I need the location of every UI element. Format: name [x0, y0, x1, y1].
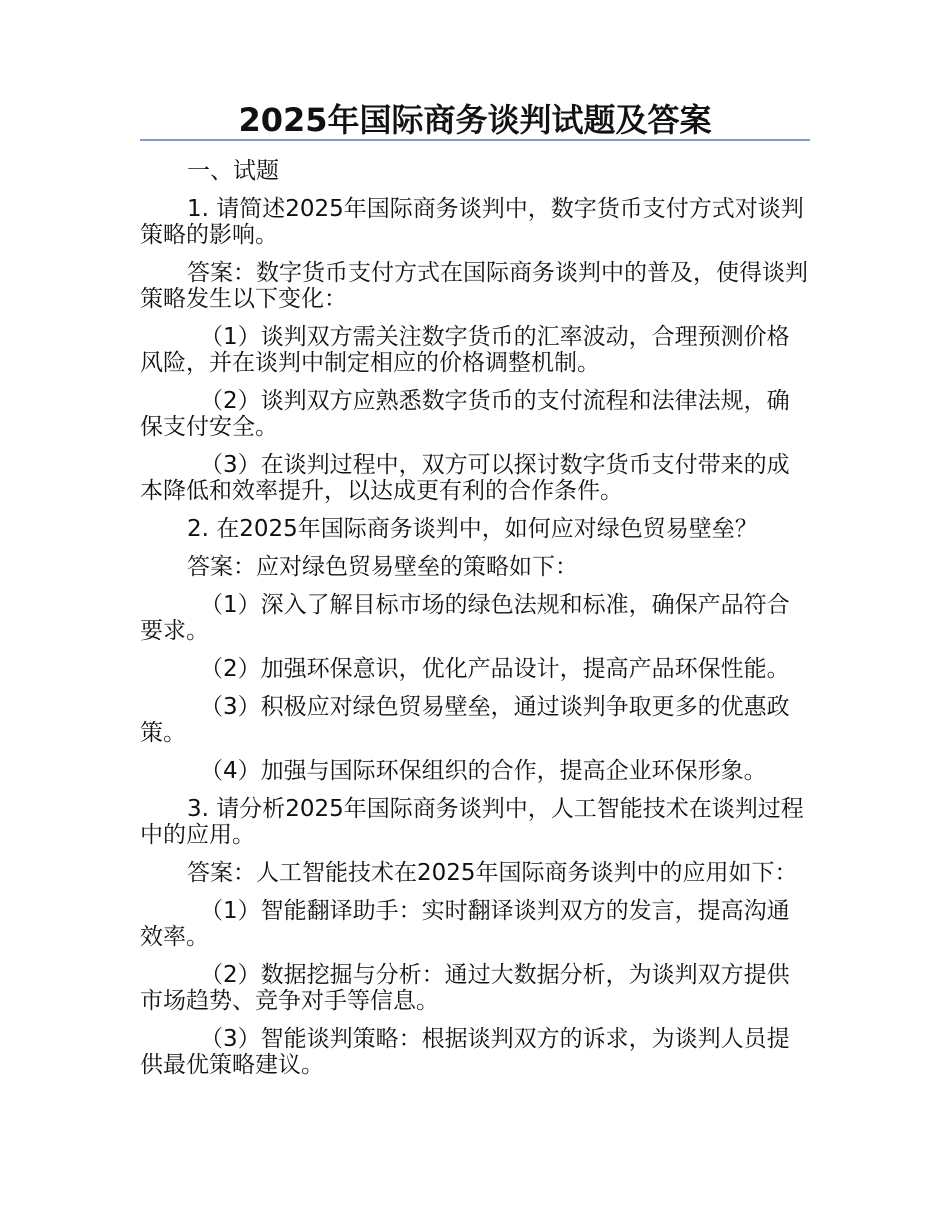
answer-item: （4）加强与国际环保组织的合作，提高企业环保形象。	[200, 758, 767, 784]
question-paragraph: 1. 请简述2025年国际商务谈判中，数字货币支付方式对谈判策略的影响。	[140, 196, 804, 248]
answer-item: （2）加强环保意识，优化产品设计，提高产品环保性能。	[200, 656, 790, 682]
document-title: 2025年国际商务谈判试题及答案	[238, 101, 712, 139]
question-paragraph: 3. 请分析2025年国际商务谈判中，人工智能技术在谈判过程中的应用。	[140, 796, 804, 848]
answer-item: （1）谈判双方需关注数字货币的汇率波动，合理预测价格风险，并在谈判中制定相应的价格调整机制。	[140, 324, 790, 376]
answer-paragraph: 答案：人工智能技术在2025年国际商务谈判中的应用如下：	[187, 860, 798, 886]
section-heading: 一、试题	[187, 158, 279, 184]
answer-item: （3）智能谈判策略：根据谈判双方的诉求，为谈判人员提供最优策略建议。	[140, 1026, 790, 1078]
answer-item: （3）积极应对绿色贸易壁垒，通过谈判争取更多的优惠政策。	[140, 694, 790, 746]
answer-item: （2）谈判双方应熟悉数字货币的支付流程和法律法规，确保支付安全。	[140, 388, 790, 440]
question-paragraph: 2. 在2025年国际商务谈判中，如何应对绿色贸易壁垒？	[187, 516, 758, 542]
answer-paragraph: 答案：数字货币支付方式在国际商务谈判中的普及，使得谈判策略发生以下变化：	[140, 260, 808, 312]
answer-item: （2）数据挖掘与分析：通过大数据分析，为谈判双方提供市场趋势、竞争对手等信息。	[140, 962, 790, 1014]
answer-item: （1）深入了解目标市场的绿色法规和标准，确保产品符合要求。	[140, 592, 790, 644]
title-underline	[140, 139, 810, 141]
answer-item: （3）在谈判过程中，双方可以探讨数字货币支付带来的成本降低和效率提升，以达成更有利的合作条件。	[140, 452, 790, 504]
answer-item: （1）智能翻译助手：实时翻译谈判双方的发言，提高沟通效率。	[140, 898, 790, 950]
document-body	[140, 158, 810, 1090]
answer-paragraph: 答案：应对绿色贸易壁垒的策略如下：	[187, 554, 578, 580]
